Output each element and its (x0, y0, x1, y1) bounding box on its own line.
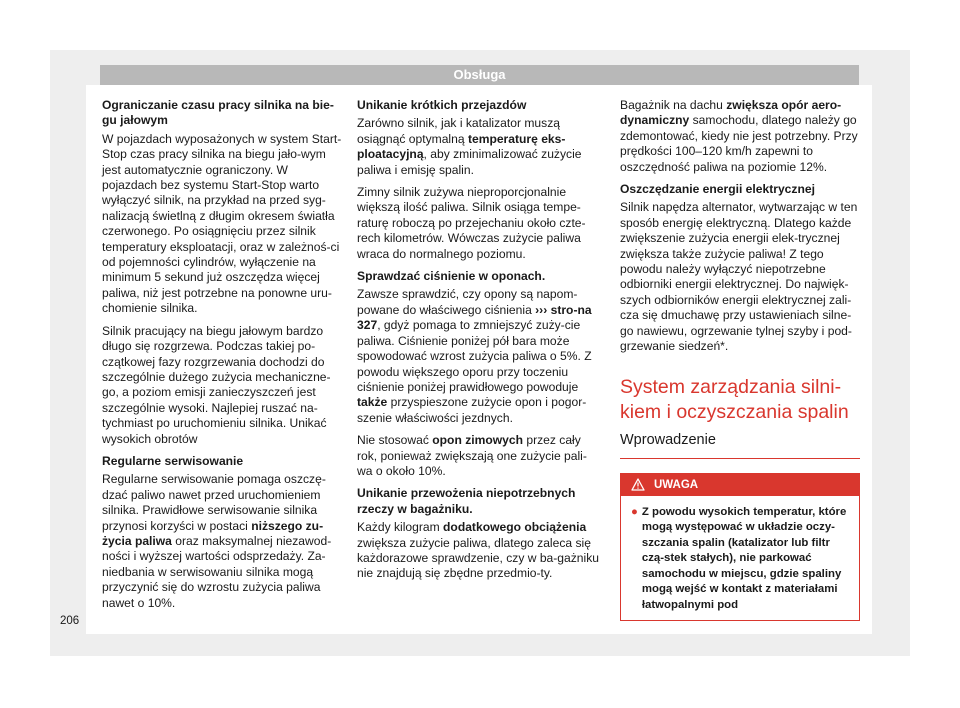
paragraph: Nie stosować opon zimowych przez cały rok, ponieważ zwiększają one zużycie pali-wa o około 10%. (357, 433, 587, 478)
column-3 (620, 98, 860, 621)
heading-short-trips: Unikanie krótkich przejazdów (357, 98, 527, 112)
bullet-icon: ● (631, 505, 638, 518)
paragraph: W pojazdach wyposażonych w system Start-Stop czas pracy silnika na biegu jało-wym jest automatycznie ograniczony. W pojazdach bez systemu Start-Stop warto wyłączyć silnik, na przykład na przed syg-nalizacją świetlną z długim okresem światła czerwonego. Po osiągnięciu przez silnik temperatury eksploatacji, oraz w zależnoś-ci od pojemności cylindrów, wyłączenie na minimum 5 sekund już oszczędza więcej paliwa, niż jest potrzebne na ponowne uru-chomienie silnika. (102, 131, 342, 316)
warning-box (620, 473, 860, 621)
warning-header (621, 474, 859, 496)
paragraph: Zarówno silnik, jak i katalizator muszą osiągnąć optymalną temperaturę eks-ploatacyjną, aby zminimalizować zużycie paliwa i emisję spalin. (357, 116, 582, 177)
section-title: System zarządzania silni-kiem i oczyszczania spalin (620, 375, 849, 423)
paragraph: Silnik pracujący na biegu jałowym bardzo długo się rozgrzewa. Podczas takiej po-czątkowej fazy rozgrzewania dochodzi do szczególnie dużego zużycia mechaniczne-go, a poziom emisji zanieczyszczeń jest szczególnie wysoki. Najlepiej ruszać na-tychmiast po uruchomieniu silnika. Unikać wysokich obrotów (102, 323, 331, 446)
heading-unnecessary-load: Unikanie przewożenia niepotrzebnych rzeczy w bagażniku. (357, 486, 576, 516)
paragraph: Bagażnik na dachu zwiększa opór aero-dynamiczny samochodu, dlatego należy go zdemontować, kiedy nie jest potrzebny. Przy prędkości 100–120 km/h zapewni to oszczędność paliwa na poziomie 12%. (620, 98, 858, 174)
warning-text: Z powodu wysokich temperatur, które mogą występować w układzie oczy-szczania spalin (katalizator lub filtr czą-stek stałych), nie parkować samochodu w miejscu, gdzie spaliny mogą wejść w kontakt z materiałami łatwopalnymi pod (641, 505, 847, 612)
paragraph: Regularne serwisowanie pomaga oszczę-dzać paliwo nawet przed uruchomieniem silnika. Prawidłowe serwisowanie silnika przynosi korzyści w postaci niższego zu-życia paliwa oraz maksymalnej niezawod-ności i wyższej wartości odsprzedaży. Za-niedbania w serwisowaniu silnika mogą przyczynić się do wzrostu zużycia paliwa nawet o 10%. (102, 472, 332, 610)
paragraph: Zimny silnik zużywa nieproporcjonalnie większą ilość paliwa. Silnik osiąga tempe-raturę roboczą po przejechaniu około czte-rech kilometrów. Wówczas zużycie paliwa wraca do normalnego poziomu. (357, 185, 586, 261)
heading-regular-service: Regularne serwisowanie (102, 453, 244, 468)
warning-triangle-icon (631, 478, 645, 491)
warning-title: UWAGA (654, 478, 699, 491)
heading-idle-limit: Ograniczanie czasu pracy silnika na bie-gu jałowym (102, 98, 334, 128)
column-2 (357, 98, 601, 589)
column-1 (102, 98, 342, 618)
heading-electric-energy: Oszczędzanie energii elektrycznej (620, 182, 815, 197)
paragraph: Silnik napędza alternator, wytwarzając w ten sposób energię elektryczną. Dlatego każde zwiększenie zużycia energii elek-trycznej zwiększa także zużycie paliwa! Z tego powodu należy wyłączyć niepotrzebne odbiorniki energii elektrycznej. Do najwięk-szych odbiorników energii elektrycznej zali-cza się dmuchawę przy ustawieniach silne-go nawiewu, ogrzewanie tylnej szyby i pod-grzewanie siedzeń*. (620, 200, 858, 354)
subsection-title: Wprowadzenie (620, 431, 860, 459)
page-header: Obsługa (100, 65, 859, 85)
page-reference-link[interactable]: ››› stro-na 327 (357, 302, 592, 333)
warning-body (621, 496, 859, 620)
paragraph: Zawsze sprawdzić, czy opony są napom-powane do właściwego ciśnienia ››› stro-na 327, gdyż pomaga to zmniejszyć zuży-cie paliwa. Ciśnienie poniżej pół bara może spowodować wzrost zużycia paliwa o 5%. Z powodu większego oporu przy toczeniu ciśnienie poniżej prawidłowego powoduje także przyspieszone zużycie opon i pogor-szenie właściwości jezdnych. (357, 287, 592, 425)
heading-tyre-pressure: Sprawdzać ciśnienie w oponach. (357, 269, 546, 284)
page-number: 206 (60, 615, 80, 627)
paragraph: Każdy kilogram dodatkowego obciążenia zwiększa zużycie paliwa, dlatego zaleca się każdorazowe sprawdzenie, czy w ba-gażniku nie znajdują się zbędne przedmio-ty. (357, 520, 599, 581)
